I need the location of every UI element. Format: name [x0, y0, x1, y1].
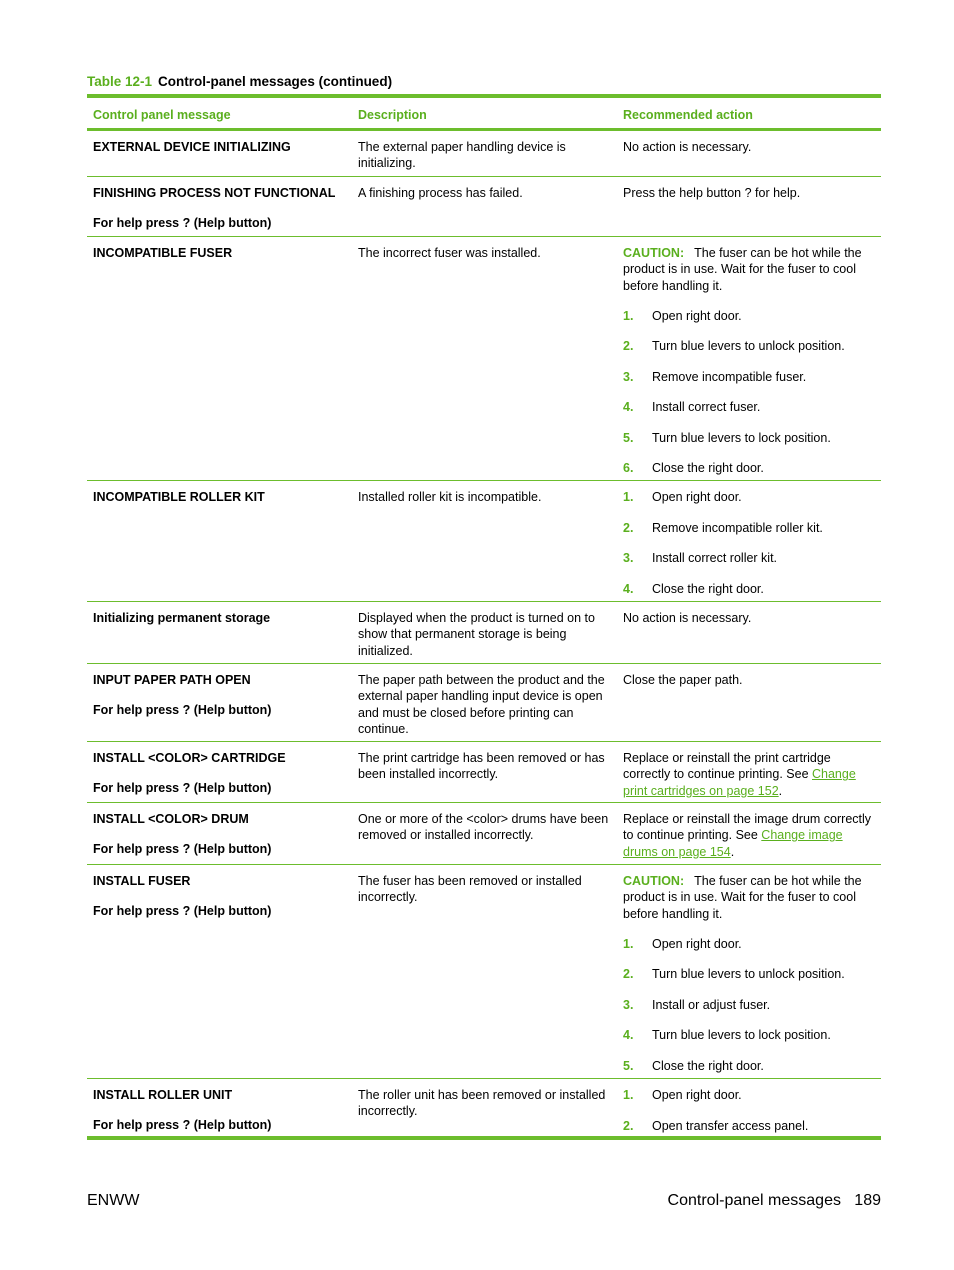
caution-text: The fuser can be hot while the product is in use. Wait for the fuser to cool before handling it. [623, 246, 862, 293]
row-action: Replace or reinstall the image drum correctly to continue printing. See Change image drums on page 154. [623, 812, 872, 859]
header-message: Control panel message [93, 108, 231, 122]
row-message: INSTALL ROLLER UNIT [93, 1088, 233, 1102]
help-instruction: For help press ? (Help button) [93, 781, 272, 796]
row-message: FINISHING PROCESS NOT FUNCTIONAL [93, 186, 336, 200]
row-description: Displayed when the product is turned on to show that permanent storage is being initialized. [358, 611, 595, 658]
list-item: 1. Open right door. [623, 1088, 742, 1102]
row-message: INSTALL <COLOR> DRUM [93, 812, 249, 826]
list-item: 5. Turn blue levers to lock position. [623, 430, 831, 445]
table-row [87, 664, 881, 742]
help-instruction: For help press ? (Help button) [93, 216, 272, 231]
help-instruction: For help press ? (Help button) [93, 904, 272, 919]
table-row [87, 131, 881, 177]
change-print-cartridges-link[interactable]: Change print cartridges on page 152 [623, 767, 856, 798]
row-message: EXTERNAL DEVICE INITIALIZING [93, 140, 291, 154]
list-item: 6. Close the right door. [623, 461, 764, 476]
table-row [87, 742, 881, 803]
help-instruction: For help press ? (Help button) [93, 703, 272, 718]
caution-label: CAUTION: [623, 246, 685, 260]
control-panel-messages-table [87, 94, 881, 1140]
list-item: 3. Install or adjust fuser. [623, 997, 771, 1012]
list-item: 5. Close the right door. [623, 1058, 764, 1073]
header-action: Recommended action [623, 108, 753, 122]
row-description: The print cartridge has been removed or has been installed incorrectly. [358, 751, 605, 782]
list-item: 4. Turn blue levers to lock position. [623, 1028, 831, 1043]
row-description: The external paper handling device is initializing. [358, 140, 566, 171]
caution-label: CAUTION: [623, 874, 685, 888]
help-instruction: For help press ? (Help button) [93, 1118, 272, 1133]
row-action: No action is necessary. [623, 611, 752, 625]
list-item: 2. Remove incompatible roller kit. [623, 520, 823, 535]
row-action: Replace or reinstall the print cartridge correctly to continue printing. See Change print cartridges on page 152. [623, 751, 856, 798]
table-caption [87, 74, 392, 89]
help-instruction: For help press ? (Help button) [93, 842, 272, 857]
list-item: 2. Open transfer access panel. [623, 1118, 809, 1133]
table-header [87, 98, 881, 131]
row-message: INCOMPATIBLE FUSER [93, 246, 233, 260]
row-message: Initializing permanent storage [93, 611, 271, 625]
list-item: 3. Install correct roller kit. [623, 551, 778, 565]
row-description: The fuser has been removed or installed incorrectly. [358, 874, 582, 905]
table-row [87, 237, 881, 481]
caution-note [623, 245, 875, 294]
row-description: Installed roller kit is incompatible. [358, 490, 542, 504]
table-title: Control-panel messages (continued) [158, 74, 393, 89]
list-item: 4. Close the right door. [623, 581, 764, 596]
caution-text: The fuser can be hot while the product is in use. Wait for the fuser to cool before handling it. [623, 874, 862, 921]
table-row [87, 865, 881, 1079]
table-row [87, 602, 881, 664]
change-image-drums-link[interactable]: Change image drums on page 154 [623, 828, 843, 859]
steps-list [623, 489, 875, 597]
caution-note [623, 873, 875, 922]
row-description: A finishing process has failed. [358, 186, 523, 200]
row-description: The paper path between the product and the external paper handling input device is open and must be closed before printing can continue. [358, 673, 605, 736]
row-message: INPUT PAPER PATH OPEN [93, 673, 251, 687]
list-item: 2. Turn blue levers to unlock position. [623, 339, 845, 354]
table-row [87, 1079, 881, 1136]
list-item: 1. Open right door. [623, 490, 742, 504]
steps-list [623, 308, 875, 477]
row-description: One or more of the <color> drums have been removed or installed incorrectly. [358, 812, 609, 843]
row-description: The incorrect fuser was installed. [358, 246, 541, 260]
list-item: 2. Turn blue levers to unlock position. [623, 967, 845, 982]
row-action: No action is necessary. [623, 140, 752, 154]
row-message: INSTALL FUSER [93, 874, 191, 888]
list-item: 4. Install correct fuser. [623, 400, 761, 415]
table-row [87, 481, 881, 602]
header-description: Description [358, 108, 427, 122]
table-number: Table 12-1 [87, 74, 153, 89]
list-item: 3. Remove incompatible fuser. [623, 369, 807, 384]
footer-left: ENWW [87, 1192, 140, 1209]
row-action: Press the help button ? for help. [623, 186, 801, 200]
steps-list [623, 936, 875, 1074]
row-message: INCOMPATIBLE ROLLER KIT [93, 490, 265, 504]
list-item: 1. Open right door. [623, 308, 742, 323]
list-item: 1. Open right door. [623, 936, 742, 951]
footer-right: Control-panel messages 189 [667, 1192, 881, 1209]
row-description: The roller unit has been removed or installed incorrectly. [358, 1088, 606, 1119]
row-message: INSTALL <COLOR> CARTRIDGE [93, 751, 286, 765]
steps-list [623, 1087, 875, 1134]
table-row [87, 177, 881, 237]
row-action: Close the paper path. [623, 673, 743, 687]
table-row [87, 803, 881, 865]
